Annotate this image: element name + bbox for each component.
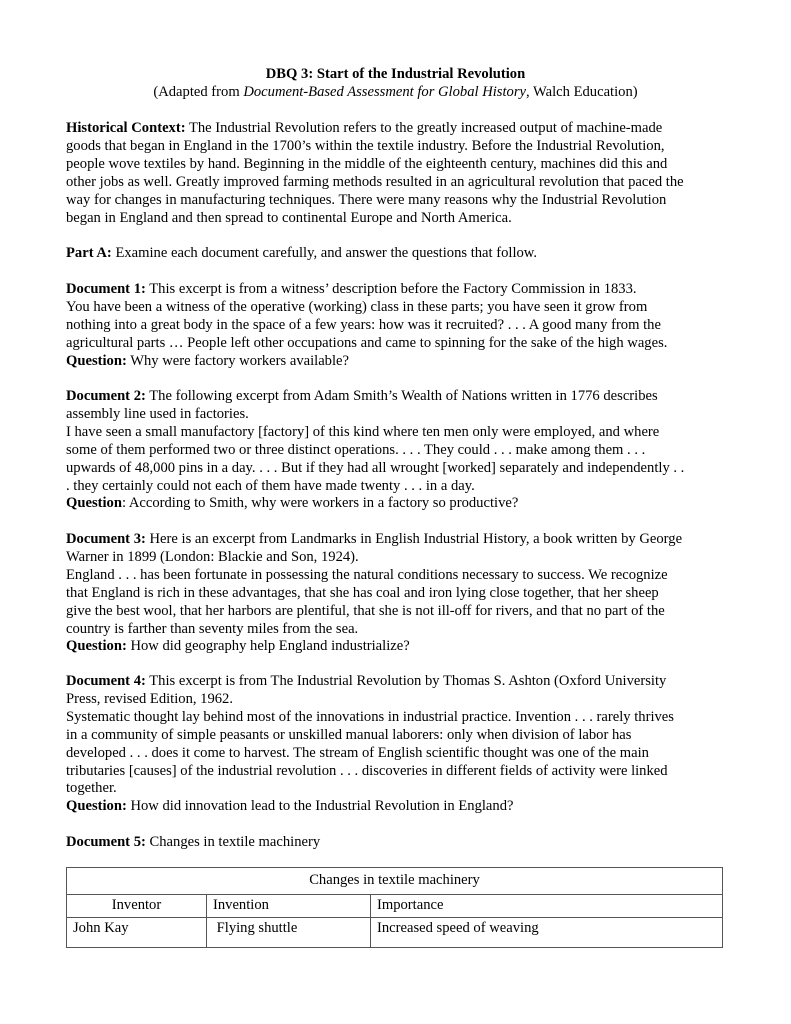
- doc4-line: tributaries [causes] of the industrial revolution . . . discoveries in different fields of activity were linked: [66, 762, 668, 779]
- column-header-invention: Invention: [207, 895, 371, 918]
- doc2-line: I have seen a small manufactory [factory] of this kind where ten men only were employed, and where: [66, 423, 660, 440]
- doc2-line: . they certainly could not each of them have made twenty . . . in a day.: [66, 477, 475, 494]
- textile-machinery-table: [66, 867, 723, 948]
- doc4-line: Systematic thought lay behind most of the innovations in industrial practice. Invention . . . rarely thrives: [66, 708, 674, 725]
- doc3-line: that England is rich in these advantages, that she has coal and iron lying close together, that her sheep: [66, 584, 659, 601]
- table-caption: Changes in textile machinery: [67, 868, 723, 895]
- doc4-line: developed . . . does it come to harvest. The stream of English scientific thought was one of the main: [66, 744, 649, 761]
- question-label: Question:: [66, 638, 127, 655]
- document-2: [66, 388, 730, 513]
- doc1-line: You have been a witness of the operative (working) class in these parts; you have seen it grow from: [66, 298, 648, 315]
- page-subtitle: [0, 84, 791, 102]
- doc1-question: Question: Why were factory workers available?: [66, 352, 349, 369]
- doc2-question: Question: According to Smith, why were workers in a factory so productive?: [66, 495, 519, 512]
- subtitle-book-title: Document-Based Assessment for Global History: [243, 84, 526, 100]
- document-1: [66, 281, 730, 371]
- document-3: [66, 531, 730, 656]
- doc4-line: in a community of simple peasants or unskilled manual laborers: only when division of labor has: [66, 726, 632, 743]
- column-header-importance: Importance: [371, 895, 723, 918]
- doc1-line: nothing into a great body in the space of a few years: how was it recruited? . . . A good many from the: [66, 316, 661, 333]
- document-5: [66, 834, 730, 852]
- context-line: began in England and then spread to continental Europe and North America.: [66, 209, 512, 226]
- doc3-line: England . . . has been fortunate in possessing the natural conditions necessary to success. We recognize: [66, 566, 668, 583]
- doc3-label: Document 3:: [66, 531, 146, 547]
- context-line: goods that began in England in the 1700’s within the textile industry. Before the Industrial Revolution,: [66, 137, 665, 154]
- context-label: Historical Context:: [66, 120, 186, 136]
- column-header-inventor: Inventor: [67, 895, 207, 918]
- doc5-label: Document 5:: [66, 834, 146, 850]
- doc4-label: Document 4:: [66, 673, 146, 689]
- doc5-intro: Document 5: Changes in textile machinery: [66, 834, 321, 850]
- historical-context: [66, 120, 730, 227]
- doc1-label: Document 1:: [66, 281, 146, 297]
- page-title: DBQ 3: Start of the Industrial Revolution: [265, 66, 526, 82]
- doc3-line: Warner in 1899 (London: Blackie and Son, 1924).: [66, 548, 359, 565]
- question-label: Question: [66, 495, 122, 512]
- subtitle-suffix: , Walch Education): [526, 84, 638, 100]
- doc3-line: give the best wool, that her harbors are plentiful, that she is not ill-off for rivers, and that no part of the: [66, 602, 665, 619]
- subtitle-prefix: (Adapted from: [153, 84, 244, 100]
- part-a-text: Examine each document carefully, and answer the questions that follow.: [111, 245, 538, 261]
- table-cell-inventor: John Kay: [67, 918, 207, 948]
- document-4: [66, 673, 730, 816]
- doc1-intro: Document 1: This excerpt is from a witness’ description before the Factory Commission in 1833.: [66, 281, 637, 297]
- doc3-line: country is farther than seventy miles from the sea.: [66, 620, 359, 637]
- table-header-row: [67, 895, 723, 918]
- doc3-question: Question: How did geography help England industrialize?: [66, 638, 410, 655]
- question-label: Question:: [66, 352, 127, 369]
- doc2-line: upwards of 48,000 pins in a day. . . . But if they had all wrought [worked] separately and independently . .: [66, 459, 685, 476]
- table-cell-invention: Flying shuttle: [207, 918, 371, 948]
- context-line: Historical Context: The Industrial Revolution refers to the greatly increased output of machine-made: [66, 120, 663, 136]
- doc3-intro: Document 3: Here is an excerpt from Landmarks in English Industrial History, a book written by George: [66, 531, 683, 547]
- doc2-label: Document 2:: [66, 388, 146, 404]
- table-cell-importance: Increased speed of weaving: [371, 918, 723, 948]
- doc4-line: together.: [66, 780, 117, 797]
- table-caption-row: [67, 868, 723, 895]
- part-a-instructions: [66, 245, 730, 263]
- table-row: [67, 918, 723, 948]
- doc1-line: agricultural parts … People left other occupations and came to spinning for the sake of the high wages.: [66, 334, 668, 351]
- doc2-line: assembly line used in factories.: [66, 405, 249, 422]
- question-label: Question:: [66, 798, 127, 815]
- doc4-line: Press, revised Edition, 1962.: [66, 690, 234, 707]
- doc4-intro: Document 4: This excerpt is from The Industrial Revolution by Thomas S. Ashton (Oxford University: [66, 673, 667, 689]
- doc2-line: some of them performed two or three distinct operations. . . . They could . . . make among them . . .: [66, 441, 646, 458]
- doc4-question: Question: How did innovation lead to the Industrial Revolution in England?: [66, 798, 514, 815]
- part-a-label: Part A:: [66, 245, 112, 261]
- context-line: way for changes in manufacturing techniques. There were many reasons why the Industrial Revolution: [66, 191, 667, 208]
- context-line: other jobs as well. Greatly improved farming methods resulted in an agricultural revolution that paced the: [66, 173, 684, 190]
- context-line: people wove textiles by hand. Beginning in the middle of the eighteenth century, machines did this and: [66, 155, 668, 172]
- doc2-intro: Document 2: The following excerpt from Adam Smith’s Wealth of Nations written in 1776 describes: [66, 388, 658, 404]
